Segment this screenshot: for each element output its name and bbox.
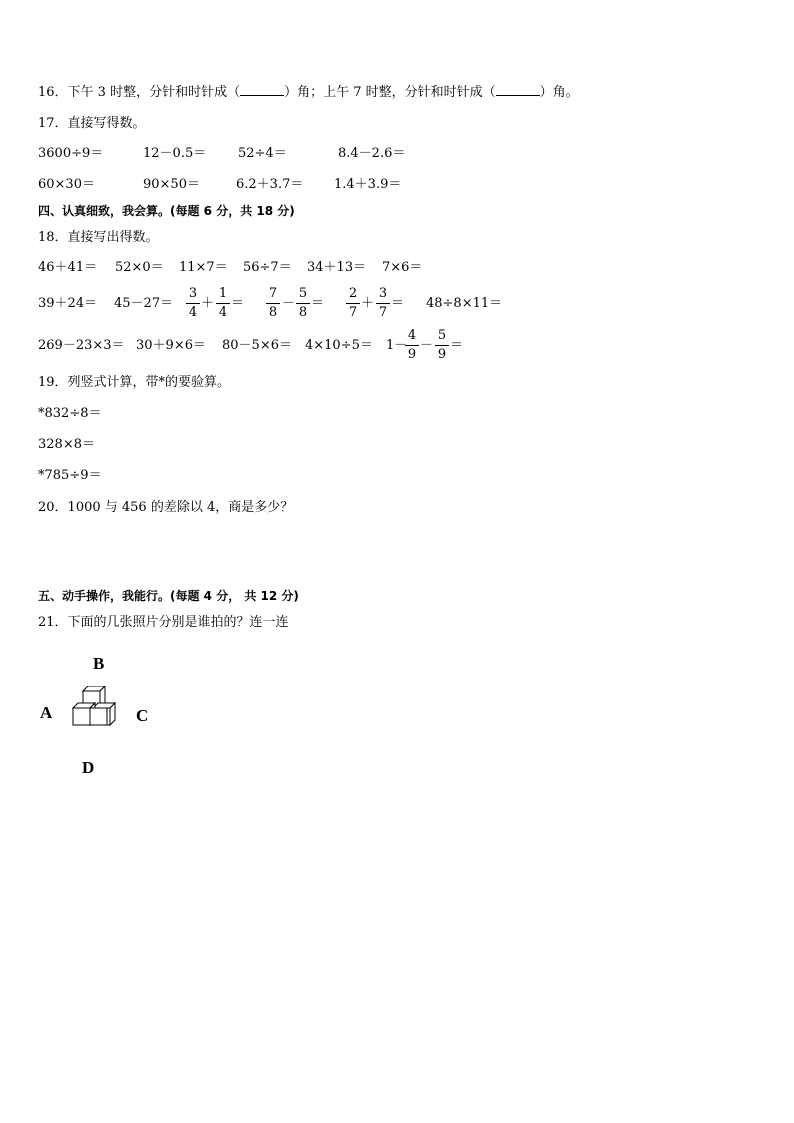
q18-expr: 30＋9×6＝ — [136, 338, 206, 353]
q18-expr: 34＋13＝ — [307, 260, 367, 275]
q19-item: *832÷8＝ — [38, 406, 102, 421]
q17-expr: 60×30＝ — [38, 177, 95, 192]
q17-expr: 12－0.5＝ — [143, 146, 207, 161]
operator: ＋ — [361, 296, 375, 311]
q17-expr: 6.2＋3.7＝ — [236, 177, 304, 192]
question-20: 20．1000 与 456 的差除以 4，商是多少？ — [38, 500, 294, 515]
operator: － — [282, 296, 296, 311]
fraction: 3 4 — [186, 286, 200, 321]
q17-expr: 90×50＝ — [143, 177, 200, 192]
label-b: B — [93, 654, 105, 673]
label-a: A — [40, 703, 53, 722]
q16-text-3: ）角。 — [539, 85, 579, 100]
q18-expr: 4×10÷5＝ — [305, 338, 373, 353]
operator: － — [420, 338, 434, 353]
q17-expr: 1.4＋3.9＝ — [334, 177, 402, 192]
fraction: 1 4 — [216, 286, 230, 321]
q18-expr: 45－27＝ — [114, 296, 174, 311]
fraction: 2 7 — [346, 286, 360, 321]
q18-expr: 269－23×3＝ — [38, 338, 125, 353]
fraction: 5 8 — [296, 286, 310, 321]
q19-item: 328×8＝ — [38, 437, 95, 452]
equals-sign: ＝ — [231, 296, 245, 311]
q18-expr: 56÷7＝ — [243, 260, 292, 275]
answer-blank-1[interactable] — [240, 83, 284, 96]
q18-expr: 11×7＝ — [179, 260, 228, 275]
q16-text-1: 16．下午 3 时整，分针和时针成（ — [38, 85, 241, 100]
fraction: 7 8 — [266, 286, 280, 321]
equals-sign: ＝ — [450, 338, 464, 353]
q19-item: *785÷9＝ — [38, 468, 102, 483]
fraction: 3 7 — [376, 286, 390, 321]
q18-expr: 48÷8×11＝ — [426, 296, 503, 311]
q18-expr: 80－5×6＝ — [222, 338, 292, 353]
q17-expr: 8.4－2.6＝ — [338, 146, 406, 161]
cube-stack-figure — [68, 686, 128, 746]
q17-expr: 3600÷9＝ — [38, 146, 104, 161]
q18-expr: 7×6＝ — [382, 260, 423, 275]
equals-sign: ＝ — [391, 296, 405, 311]
section-5-heading: 五、动手操作，我能行。(每题 4 分， 共 12 分) — [38, 589, 299, 603]
q19-title: 19．列竖式计算，带*的要验算。 — [38, 375, 231, 390]
fraction: 5 9 — [435, 328, 449, 363]
section-4-heading: 四、认真细致，我会算。(每题 6 分，共 18 分) — [38, 204, 295, 218]
q18-expr: 46＋41＝ — [38, 260, 98, 275]
q18-expr: 39＋24＝ — [38, 296, 98, 311]
question-16 — [38, 83, 579, 102]
q18-title: 18．直接写出得数。 — [38, 230, 159, 245]
q21-title: 21．下面的几张照片分别是谁拍的？连一连 — [38, 615, 289, 630]
label-d: D — [82, 758, 95, 777]
q18-expr: 1－ — [386, 338, 408, 353]
fraction: 4 9 — [405, 328, 419, 363]
q17-title: 17．直接写得数。 — [38, 116, 146, 131]
operator: ＋ — [201, 296, 215, 311]
answer-blank-2[interactable] — [496, 83, 540, 96]
equals-sign: ＝ — [311, 296, 325, 311]
q16-text-2: ）角；上午 7 时整，分针和时针成（ — [284, 85, 496, 100]
q17-expr: 52÷4＝ — [238, 146, 287, 161]
q18-expr: 52×0＝ — [115, 260, 164, 275]
label-c: C — [136, 706, 149, 725]
